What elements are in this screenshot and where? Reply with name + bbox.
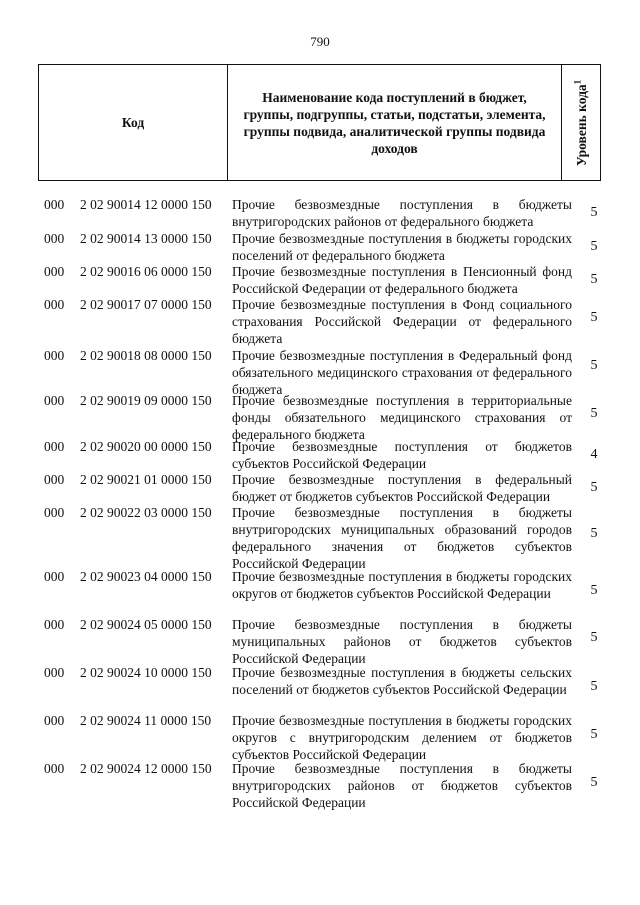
row-budget-code: 2 02 90024 12 0000 150 — [80, 761, 212, 776]
header-level-footnote: 1 — [572, 79, 583, 84]
row-name: Прочие безвозмездные поступления в бюджеты городских округов с внутригородским делением от бюджетов субъектов Российской Федерации — [232, 713, 572, 762]
header-level — [562, 65, 600, 180]
header-level-text: Уровень кода — [573, 83, 589, 166]
row-budget-code: 2 02 90024 05 0000 150 — [80, 617, 212, 632]
row-admin-code: 000 — [44, 713, 65, 728]
row-level: 5 — [590, 583, 598, 598]
row-admin-code: 000 — [44, 617, 65, 632]
row-name: Прочие безвозмездные поступления в бюджеты муниципальных районов от бюджетов субъектов Российской Федерации — [232, 617, 572, 666]
row-level: 5 — [590, 239, 598, 254]
row-admin-code: 000 — [44, 231, 65, 246]
row-budget-code: 2 02 90020 00 0000 150 — [80, 439, 212, 454]
header-code: Код — [39, 65, 228, 180]
row-budget-code: 2 02 90017 07 0000 150 — [80, 297, 212, 312]
row-level: 5 — [590, 406, 598, 421]
row-level: 5 — [590, 727, 598, 742]
row-admin-code: 000 — [44, 472, 65, 487]
row-name: Прочие безвозмездные поступления в федеральный бюджет от бюджетов субъектов Российской Федерации — [232, 472, 572, 504]
row-budget-code: 2 02 90021 01 0000 150 — [80, 472, 212, 487]
row-name: Прочие безвозмездные поступления от бюджетов субъектов Российской Федерации — [232, 439, 572, 471]
row-budget-code: 2 02 90019 09 0000 150 — [80, 393, 212, 408]
row-admin-code: 000 — [44, 505, 65, 520]
row-budget-code: 2 02 90018 08 0000 150 — [80, 348, 212, 363]
header-name: Наименование кода поступлений в бюджет, группы, подгруппы, статьи, подстатьи, элемента, группы подвида, аналитической группы подвида доходов — [228, 65, 562, 180]
row-admin-code: 000 — [44, 348, 65, 363]
row-level: 5 — [590, 358, 598, 373]
row-level: 5 — [590, 310, 598, 325]
row-name: Прочие безвозмездные поступления в бюджеты городских округов от бюджетов субъектов Российской Федерации — [232, 569, 572, 601]
row-level: 4 — [590, 447, 598, 462]
row-budget-code: 2 02 90016 06 0000 150 — [80, 264, 212, 279]
row-level: 5 — [590, 480, 598, 495]
row-name: Прочие безвозмездные поступления в территориальные фонды обязательного медицинского страхования от федерального бюджета — [232, 393, 572, 442]
row-level: 5 — [590, 775, 598, 790]
row-level: 5 — [590, 679, 598, 694]
row-budget-code: 2 02 90022 03 0000 150 — [80, 505, 212, 520]
header-level-label — [572, 79, 590, 165]
row-admin-code: 000 — [44, 665, 65, 680]
row-admin-code: 000 — [44, 569, 65, 584]
row-name: Прочие безвозмездные поступления в Федеральный фонд обязательного медицинского страхования от федерального бюджета — [232, 348, 572, 397]
row-admin-code: 000 — [44, 761, 65, 776]
row-name: Прочие безвозмездные поступления в Фонд социального страхования Российской Федерации от федерального бюджета — [232, 297, 572, 346]
row-level: 5 — [590, 272, 598, 287]
row-admin-code: 000 — [44, 439, 65, 454]
row-level: 5 — [590, 630, 598, 645]
row-admin-code: 000 — [44, 264, 65, 279]
row-name: Прочие безвозмездные поступления в Пенсионный фонд Российской Федерации от федерального бюджета — [232, 264, 572, 296]
row-admin-code: 000 — [44, 297, 65, 312]
row-admin-code: 000 — [44, 197, 65, 212]
row-budget-code: 2 02 90024 10 0000 150 — [80, 665, 212, 680]
row-name: Прочие безвозмездные поступления в бюджеты сельских поселений от бюджетов субъектов Российской Федерации — [232, 665, 572, 697]
row-budget-code: 2 02 90024 11 0000 150 — [80, 713, 212, 728]
row-admin-code: 000 — [44, 393, 65, 408]
row-level: 5 — [590, 526, 598, 541]
row-level: 5 — [590, 205, 598, 220]
row-budget-code: 2 02 90014 13 0000 150 — [80, 231, 212, 246]
row-name: Прочие безвозмездные поступления в бюджеты внутригородских районов от бюджетов субъектов Российской Федерации — [232, 761, 572, 810]
row-budget-code: 2 02 90023 04 0000 150 — [80, 569, 212, 584]
page-number: 790 — [310, 34, 330, 49]
table-header — [38, 64, 601, 181]
row-name: Прочие безвозмездные поступления в бюджеты внутригородских районов от федерального бюджета — [232, 197, 572, 229]
row-budget-code: 2 02 90014 12 0000 150 — [80, 197, 212, 212]
row-name: Прочие безвозмездные поступления в бюджеты городских поселений от федерального бюджета — [232, 231, 572, 263]
row-name: Прочие безвозмездные поступления в бюджеты внутригородских муниципальных образований городов федерального значения от бюджетов субъектов Российской Федерации — [232, 505, 572, 571]
